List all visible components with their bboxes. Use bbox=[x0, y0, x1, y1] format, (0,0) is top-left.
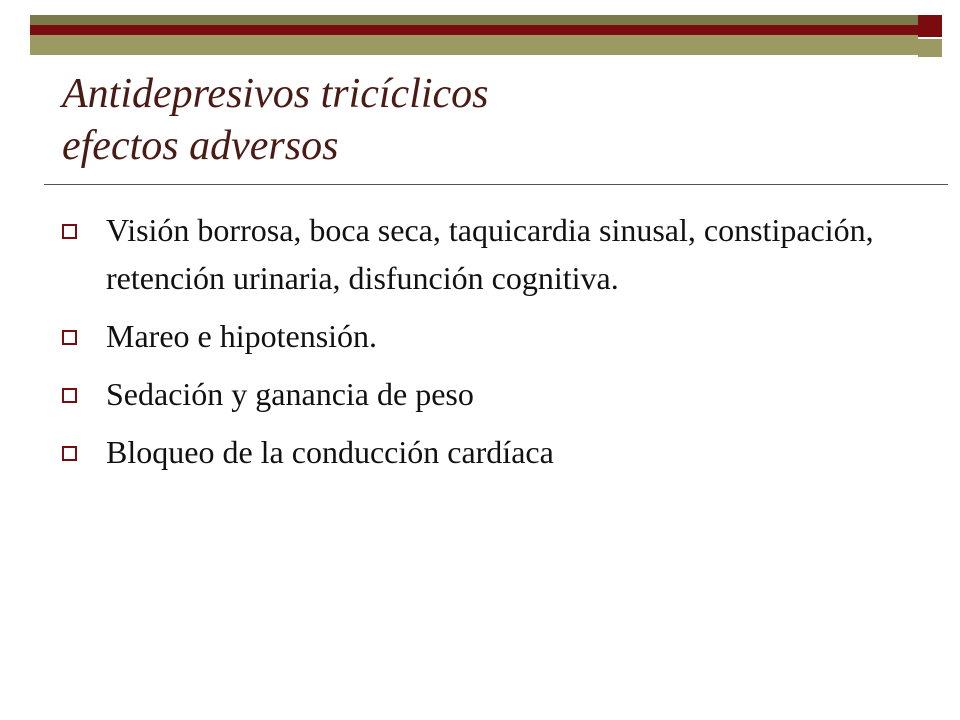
hollow-square-bullet-icon bbox=[62, 446, 77, 461]
hollow-square-bullet-icon bbox=[62, 388, 77, 403]
bullet-text: Visión borrosa, boca seca, taquicardia sinusal, constipación, retención urinaria, disfunción cognitiva. bbox=[106, 212, 874, 296]
bullet-list bbox=[62, 206, 922, 486]
bullet-text: Mareo e hipotensión. bbox=[106, 318, 378, 354]
bullet-item bbox=[62, 312, 922, 360]
bullet-item bbox=[62, 428, 922, 476]
hollow-square-bullet-icon bbox=[62, 224, 77, 239]
title-divider bbox=[44, 184, 948, 185]
slide-title-line-1: Antidepresivos tricíclicos bbox=[62, 71, 489, 117]
slide-title bbox=[62, 68, 902, 172]
bullet-text: Sedación y ganancia de peso bbox=[106, 376, 474, 412]
header-band-accent-line bbox=[30, 25, 918, 35]
slide-title-line-2: efectos adversos bbox=[62, 123, 339, 169]
header-corner-block-red bbox=[918, 15, 942, 37]
header-corner-block-olive bbox=[918, 39, 942, 57]
hollow-square-bullet-icon bbox=[62, 330, 77, 345]
bullet-item bbox=[62, 370, 922, 418]
bullet-item bbox=[62, 206, 922, 302]
bullet-text: Bloqueo de la conducción cardíaca bbox=[106, 434, 554, 470]
